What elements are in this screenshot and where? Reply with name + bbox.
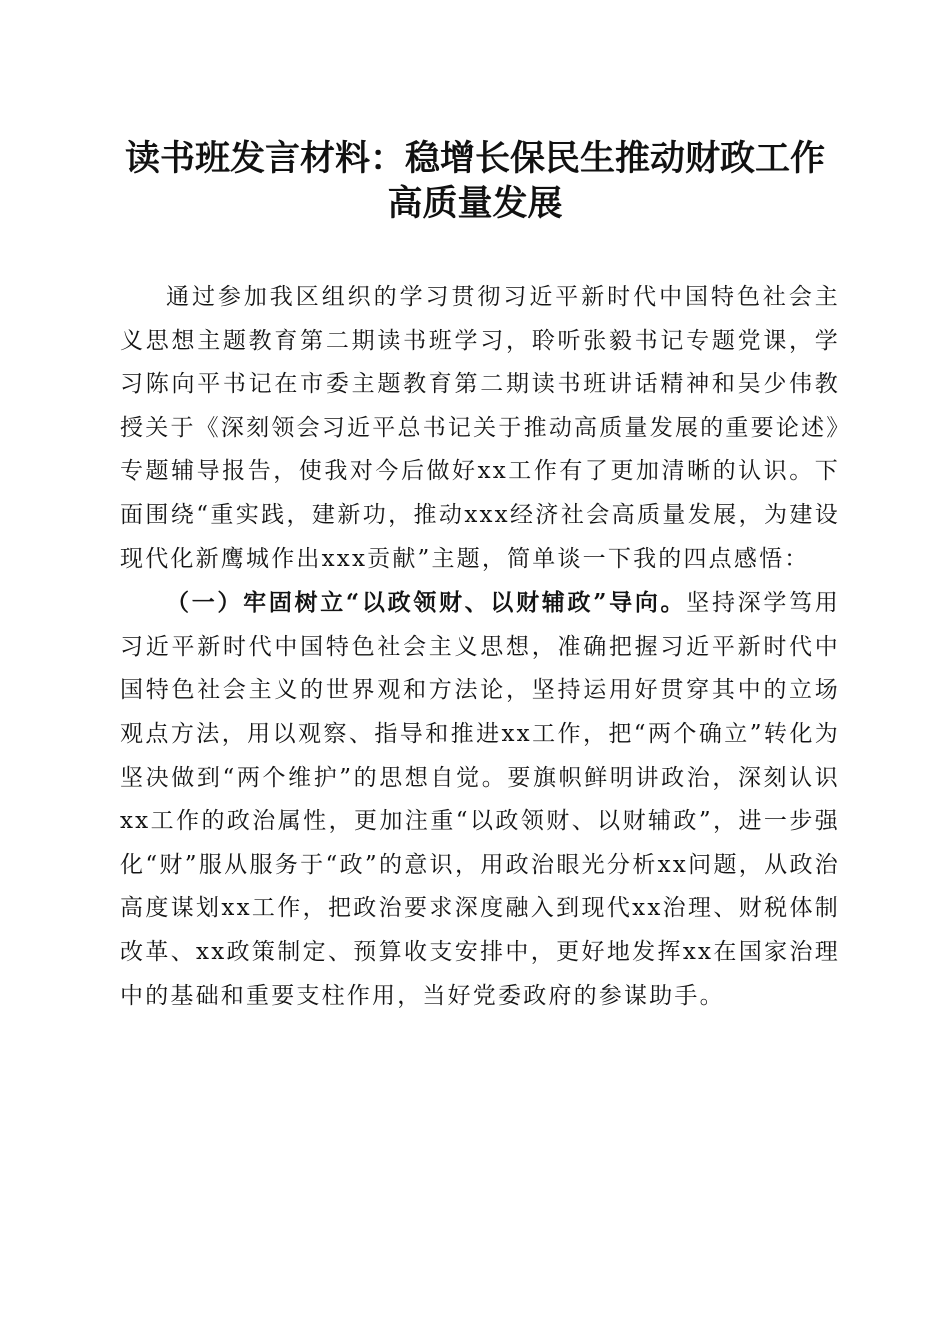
document-title	[90, 136, 860, 226]
document-body	[120, 276, 840, 1018]
section-1-body: 坚持深学笃用习近平新时代中国特色社会主义思想，准确把握习近平新时代中国特色社会主义的世界观和方法论，坚持运用好贯穿其中的立场观点方法，用以观察、指导和推进xx工作，把“两个确立”转化为坚决做到“两个维护”的思想自觉。要旗帜鲜明讲政治，深刻认识xx工作的政治属性，更加注重“以政领财、以财辅政”，进一步强化“财”服从服务于“政”的意识，用政治眼光分析xx问题，从政治高度谋划xx工作，把政治要求深度融入到现代xx治理、财税体制改革、xx政策制定、预算收支安排中，更好地发挥xx在国家治理中的基础和重要支柱作用，当好党委政府的参谋助手。	[120, 590, 840, 1009]
title-line-1: 读书班发言材料：稳增长保民生推动财政工作	[124, 138, 825, 179]
section-1-heading: （一）牢固树立“以政领财、以财辅政”导向。	[166, 589, 687, 617]
section-1-paragraph	[120, 581, 840, 1018]
intro-paragraph: 通过参加我区组织的学习贯彻习近平新时代中国特色社会主义思想主题教育第二期读书班学习，聆听张毅书记专题党课，学习陈向平书记在市委主题教育第二期读书班讲话精神和吴少伟教授关于《深刻领会习近平总书记关于推动高质量发展的重要论述》专题辅导报告，使我对今后做好xx工作有了更加清晰的认识。下面围绕“重实践，建新功，推动xxx经济社会高质量发展，为建设现代化新鹰城作出xxx贡献”主题，简单谈一下我的四点感悟：	[120, 284, 840, 572]
title-line-2: 高质量发展	[387, 183, 563, 224]
